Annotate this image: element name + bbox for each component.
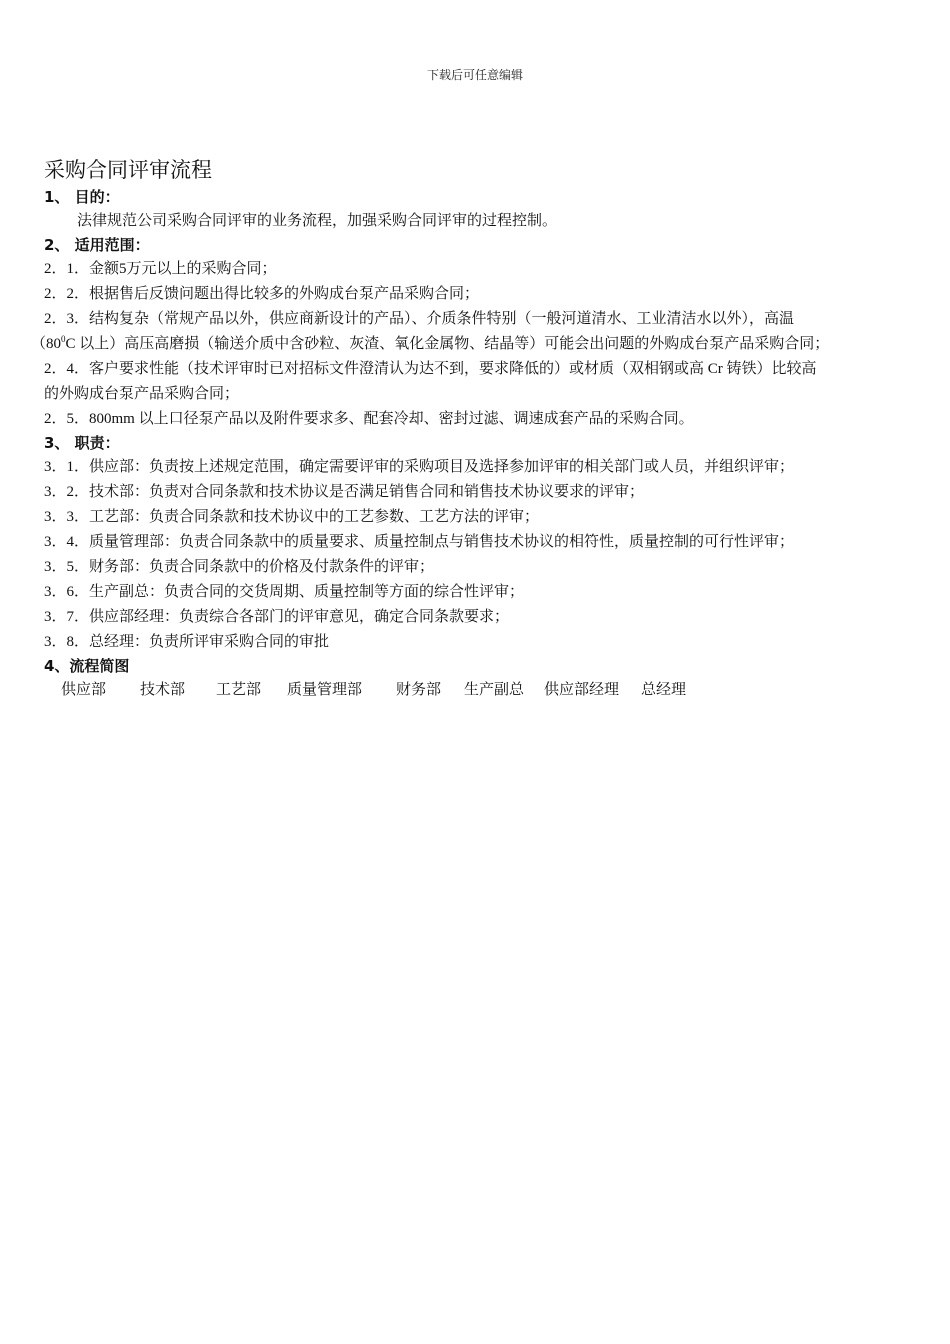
degree-superscript: 0 (61, 334, 66, 344)
scope-item-continuation (31, 332, 924, 357)
flow-column-label: 工艺部 (216, 682, 262, 698)
responsibility-item: 3．2．技术部：负责对合同条款和技术协议是否满足销售合同和销售技术协议要求的评审； (44, 484, 645, 500)
section-heading-scope: 2、 适用范围： (44, 236, 150, 254)
section-heading-purpose: 1、 目的： (44, 188, 120, 206)
flowchart-column-headers (44, 678, 924, 703)
scope-item: 2．1．金额5万元以上的采购合同； (44, 261, 277, 277)
page-header: 下载后可任意编辑 (426, 68, 523, 82)
scope-item: 2．5．800mm 以上口径泵产品以及附件要求多、配套冷却、密封过滤、调速成套产品的采购合同。 (44, 411, 694, 427)
responsibility-item: 3．1．供应部：负责按上述规定范围，确定需要评审的采购项目及选择参加评审的相关部门或人员，并组织评审； (44, 459, 795, 475)
responsibility-item: 3．7．供应部经理：负责综合各部门的评审意见，确定合同条款要求； (44, 609, 510, 625)
section-heading-responsibilities: 3、 职责： (44, 434, 120, 452)
flow-column-label: 生产副总 (464, 682, 525, 698)
flow-column-label: 技术部 (140, 682, 186, 698)
responsibility-item: 3．5．财务部：负责合同条款中的价格及付款条件的评审； (44, 559, 435, 575)
temperature-suffix: C 以上）高压高磨损（输送介质中含砂粒、灰渣、氧化金属物、结晶等）可能会出问题的外购成台泵产品采购合同； (65, 336, 830, 352)
flow-column-label: 质量管理部 (287, 682, 363, 698)
scope-item: 2．2．根据售后反馈问题出得比较多的外购成台泵产品采购合同； (44, 286, 480, 302)
temperature-prefix: （80 (31, 336, 62, 352)
responsibility-item: 3．4．质量管理部：负责合同条款中的质量要求、质量控制点与销售技术协议的相符性，质量控制的可行性评审； (44, 534, 795, 550)
scope-item: 2．3．结构复杂（常规产品以外，供应商新设计的产品）、介质条件特别（一般河道清水、工业清洁水以外），高温 (44, 311, 795, 327)
flow-column-label: 总经理 (641, 682, 687, 698)
purpose-text: 法律规范公司采购合同评审的业务流程，加强采购合同评审的过程控制。 (77, 213, 558, 229)
flow-column-label: 供应部经理 (544, 682, 620, 698)
flow-column-label: 供应部 (61, 682, 107, 698)
section-heading-flowchart: 4、流程简图 (44, 657, 130, 675)
document-body (31, 154, 924, 703)
scope-item: 2．4．客户要求性能（技术评审时已对招标文件澄清认为达不到，要求降低的）或材质（双相钢或高 Cr 铸铁）比较高 (44, 361, 817, 377)
responsibility-item: 3．8．总经理：负责所评审采购合同的审批 (44, 634, 330, 650)
flow-column-label: 财务部 (396, 682, 442, 698)
document-title: 采购合同评审流程 (44, 158, 212, 182)
responsibility-item: 3．6．生产副总：负责合同的交货周期、质量控制等方面的综合性评审； (44, 584, 525, 600)
responsibility-item: 3．3．工艺部：负责合同条款和技术协议中的工艺参数、工艺方法的评审； (44, 509, 540, 525)
scope-item-continuation: 的外购成台泵产品采购合同； (44, 386, 240, 402)
